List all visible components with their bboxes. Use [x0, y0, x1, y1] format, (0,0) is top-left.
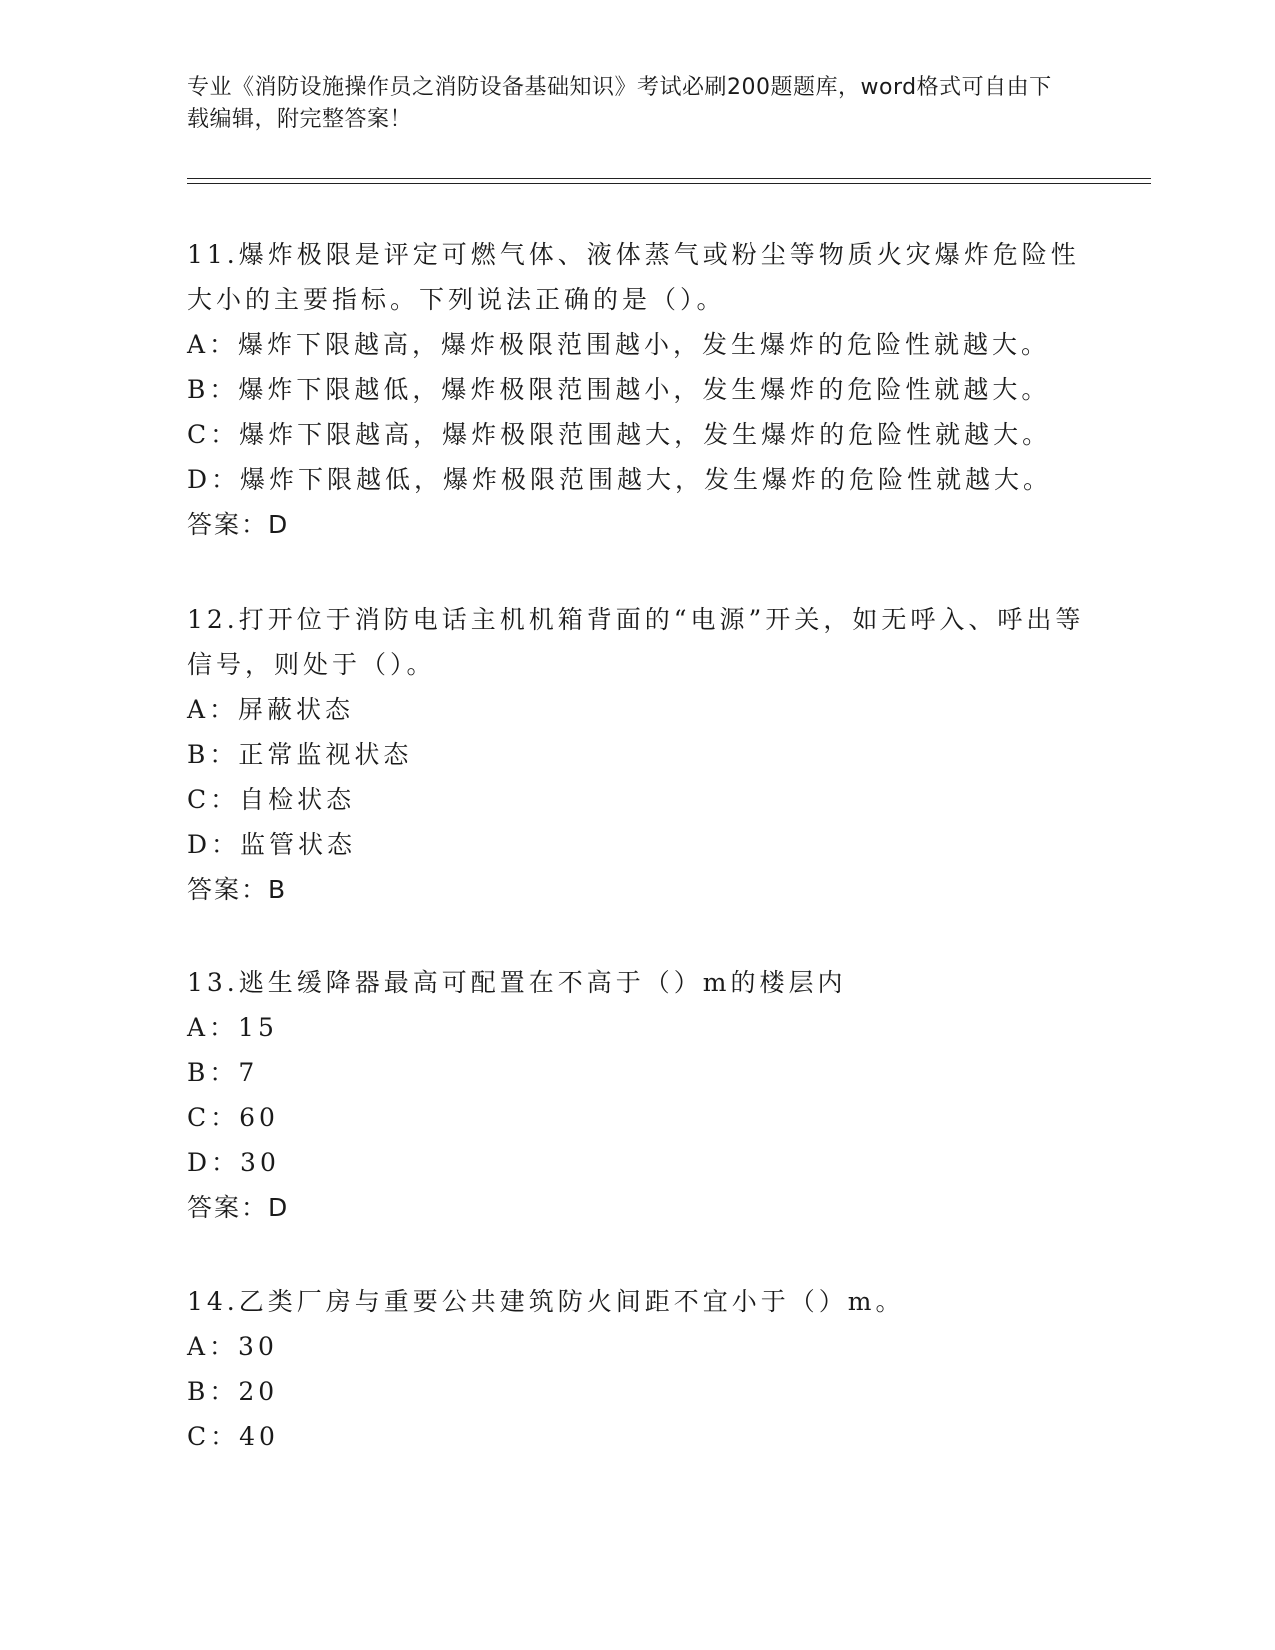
option-b: B：20: [187, 1377, 279, 1406]
answer-line: 答案：B: [187, 875, 288, 904]
option-c: C：自检状态: [187, 785, 356, 814]
option-d: D：爆炸下限越低，爆炸极限范围越大，发生爆炸的危险性就越大。: [187, 465, 1053, 494]
question-stem: 13.逃生缓降器最高可配置在不高于（）m的楼层内: [187, 968, 847, 997]
option-c: C：爆炸下限越高，爆炸极限范围越大，发生爆炸的危险性就越大。: [187, 420, 1052, 449]
option-c: C：40: [187, 1422, 279, 1451]
question-stem: 11.爆炸极限是评定可燃气体、液体蒸气或粉尘等物质火灾爆炸危险性大小的主要指标。下列说法正确的是（）。: [187, 240, 1080, 314]
question-12: [187, 597, 1087, 912]
question-stem: 12.打开位于消防电话主机机箱背面的“电源”开关，如无呼入、呼出等信号，则处于（）。: [187, 605, 1085, 679]
question-stem: 14.乙类厂房与重要公共建筑防火间距不宜小于（）m。: [187, 1287, 905, 1316]
option-b: B：爆炸下限越低，爆炸极限范围越小，发生爆炸的危险性就越大。: [187, 375, 1051, 404]
option-b: B：7: [187, 1058, 259, 1087]
option-a: A：30: [187, 1332, 278, 1361]
question-13: [187, 960, 1087, 1230]
header-divider-top: [187, 178, 1151, 179]
option-b: B：正常监视状态: [187, 740, 413, 769]
option-d: D：30: [187, 1148, 280, 1177]
answer-line: 答案：D: [187, 1193, 290, 1222]
document-intro: 专业《消防设施操作员之消防设备基础知识》考试必刷200题题库，word格式可自由下载编辑，附完整答案！: [187, 75, 1052, 132]
question-14: [187, 1279, 1087, 1459]
option-a: A：15: [187, 1013, 278, 1042]
option-d: D：监管状态: [187, 830, 357, 859]
header-divider-bottom: [187, 183, 1151, 184]
option-c: C：60: [187, 1103, 279, 1132]
question-11: [187, 232, 1087, 547]
option-a: A：屏蔽状态: [187, 695, 355, 724]
option-a: A：爆炸下限越高，爆炸极限范围越小，发生爆炸的危险性就越大。: [187, 330, 1051, 359]
answer-line: 答案：D: [187, 510, 290, 539]
